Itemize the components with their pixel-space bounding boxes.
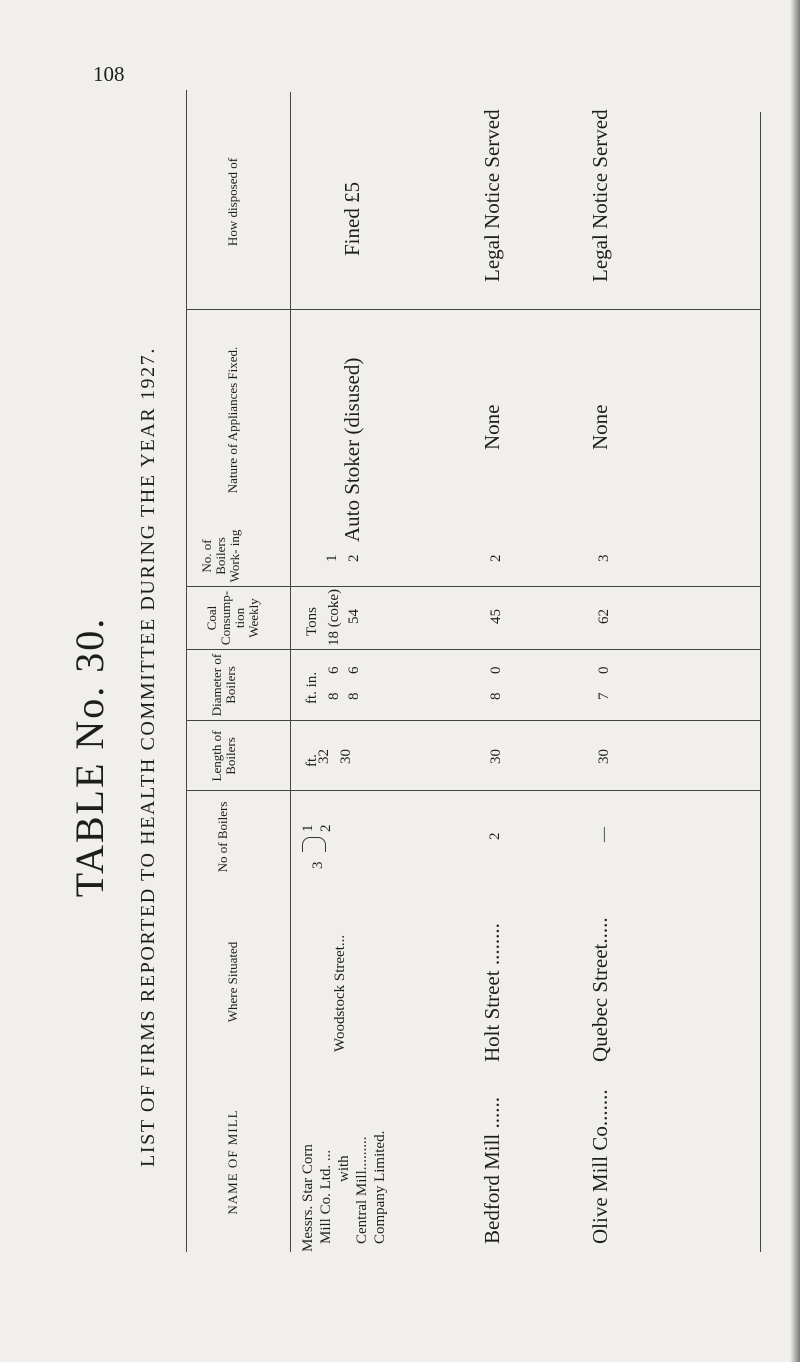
- boilers-sub: 2: [318, 824, 334, 832]
- boiler-length: 32: [316, 749, 332, 764]
- appliances-fixed: None: [588, 404, 612, 450]
- where-situated: Holt Street ........: [480, 923, 504, 1062]
- how-disposed: Fined £5: [340, 181, 364, 256]
- mill-name: Bedford Mill ......: [480, 1097, 504, 1244]
- boiler-length: 30: [338, 749, 354, 764]
- header-bottom-rule: [290, 92, 291, 1252]
- col-divider: [186, 309, 760, 310]
- boiler-length: 30: [488, 749, 504, 764]
- coal-consumption: 62: [596, 609, 612, 624]
- mill-name-line: Central Mill.........: [354, 1136, 370, 1244]
- header-length: Length of Boilers: [209, 730, 238, 782]
- header-nature: Nature of Appliances Fixed.: [225, 346, 240, 494]
- unit-coal: Tons: [304, 607, 320, 636]
- boiler-length: 30: [596, 749, 612, 764]
- diameter-ft: 8: [326, 692, 342, 700]
- boilers-working: 3: [596, 554, 612, 562]
- mill-name-line: with: [336, 1155, 352, 1182]
- rotated-table-page: TABLE No. 30. LIST OF FIRMS REPORTED TO HEALTH COMMITTEE DURING THE YEAR 1927. NAME OF MILL Where Situated No of Boilers Length of Boilers Diameter of Boilers Coal Consump- tion Weekly No. of Boilers Work- ing Nature of Appliances Fixed. How disposed of ft. ft. in. Tons Messrs. Star Corn Mill Co. Ltd. ... with Central Mill......... Company Limited. Woodstock Street... 1 2 3 32 30 8 6 8 6 18 (coke) 54 1 2 Auto Stoker (disused) Fined £5 Bedford Mill ...... Holt Street ........ 2 30 8 0 45 2 None Legal Notice Served Olive Mill Co....... Quebec Street..... — 30 7 0 62 3 None Legal Notice Served: [0, 0, 800, 1362]
- header-boilers: No of Boilers: [215, 801, 230, 873]
- boilers-sub: 1: [300, 824, 316, 832]
- col-divider: [186, 720, 760, 721]
- header-working: No. of Boilers Work- ing: [199, 529, 242, 583]
- mill-name: Olive Mill Co.......: [588, 1089, 612, 1244]
- how-disposed: Legal Notice Served: [480, 109, 504, 282]
- coal-consumption: 45: [488, 609, 504, 624]
- diameter-ft: 7: [596, 692, 612, 700]
- diameter-in: 6: [346, 666, 362, 674]
- table-bottom-rule: [760, 112, 761, 1252]
- header-coal: Coal Consump- tion Weekly: [204, 590, 261, 646]
- where-situated: Quebec Street.....: [588, 917, 612, 1062]
- boilers-total: 3: [310, 861, 326, 869]
- boilers-brace: [302, 837, 326, 852]
- mill-name-line: Mill Co. Ltd. ...: [318, 1149, 334, 1244]
- mill-name-line: Messrs. Star Corn: [300, 1144, 316, 1252]
- diameter-in: 0: [488, 666, 504, 674]
- boilers-total: —: [596, 827, 612, 842]
- coal-consumption-extra: 54: [346, 609, 362, 624]
- diameter-ft: 8: [488, 692, 504, 700]
- boilers-working: 2: [346, 554, 362, 562]
- col-divider: [186, 790, 760, 791]
- col-divider: [186, 586, 760, 587]
- mill-name-line: Company Limited.: [372, 1130, 388, 1244]
- boilers-working: 2: [488, 554, 504, 562]
- col-divider: [186, 649, 760, 650]
- page-number: 108: [93, 62, 125, 86]
- coal-consumption: 18 (coke): [326, 588, 342, 646]
- where-situated: Woodstock Street...: [332, 934, 348, 1052]
- appliances-fixed: None: [480, 404, 504, 450]
- diameter-in: 0: [596, 666, 612, 674]
- table-top-rule: [186, 90, 187, 1252]
- header-where: Where Situated: [225, 941, 240, 1023]
- header-disposed: How disposed of: [225, 157, 240, 247]
- unit-diameter: ft. in.: [304, 671, 320, 704]
- unit-length: ft.: [304, 754, 320, 767]
- boilers-working: 1: [324, 554, 340, 562]
- header-name: NAME OF MILL: [225, 1109, 240, 1215]
- appliances-fixed: Auto Stoker (disused): [340, 357, 364, 542]
- how-disposed: Legal Notice Served: [588, 109, 612, 282]
- diameter-in: 6: [326, 666, 342, 674]
- header-diameter: Diameter of Boilers: [209, 653, 238, 717]
- boilers-total: 2: [487, 832, 503, 840]
- diameter-ft: 8: [346, 692, 362, 700]
